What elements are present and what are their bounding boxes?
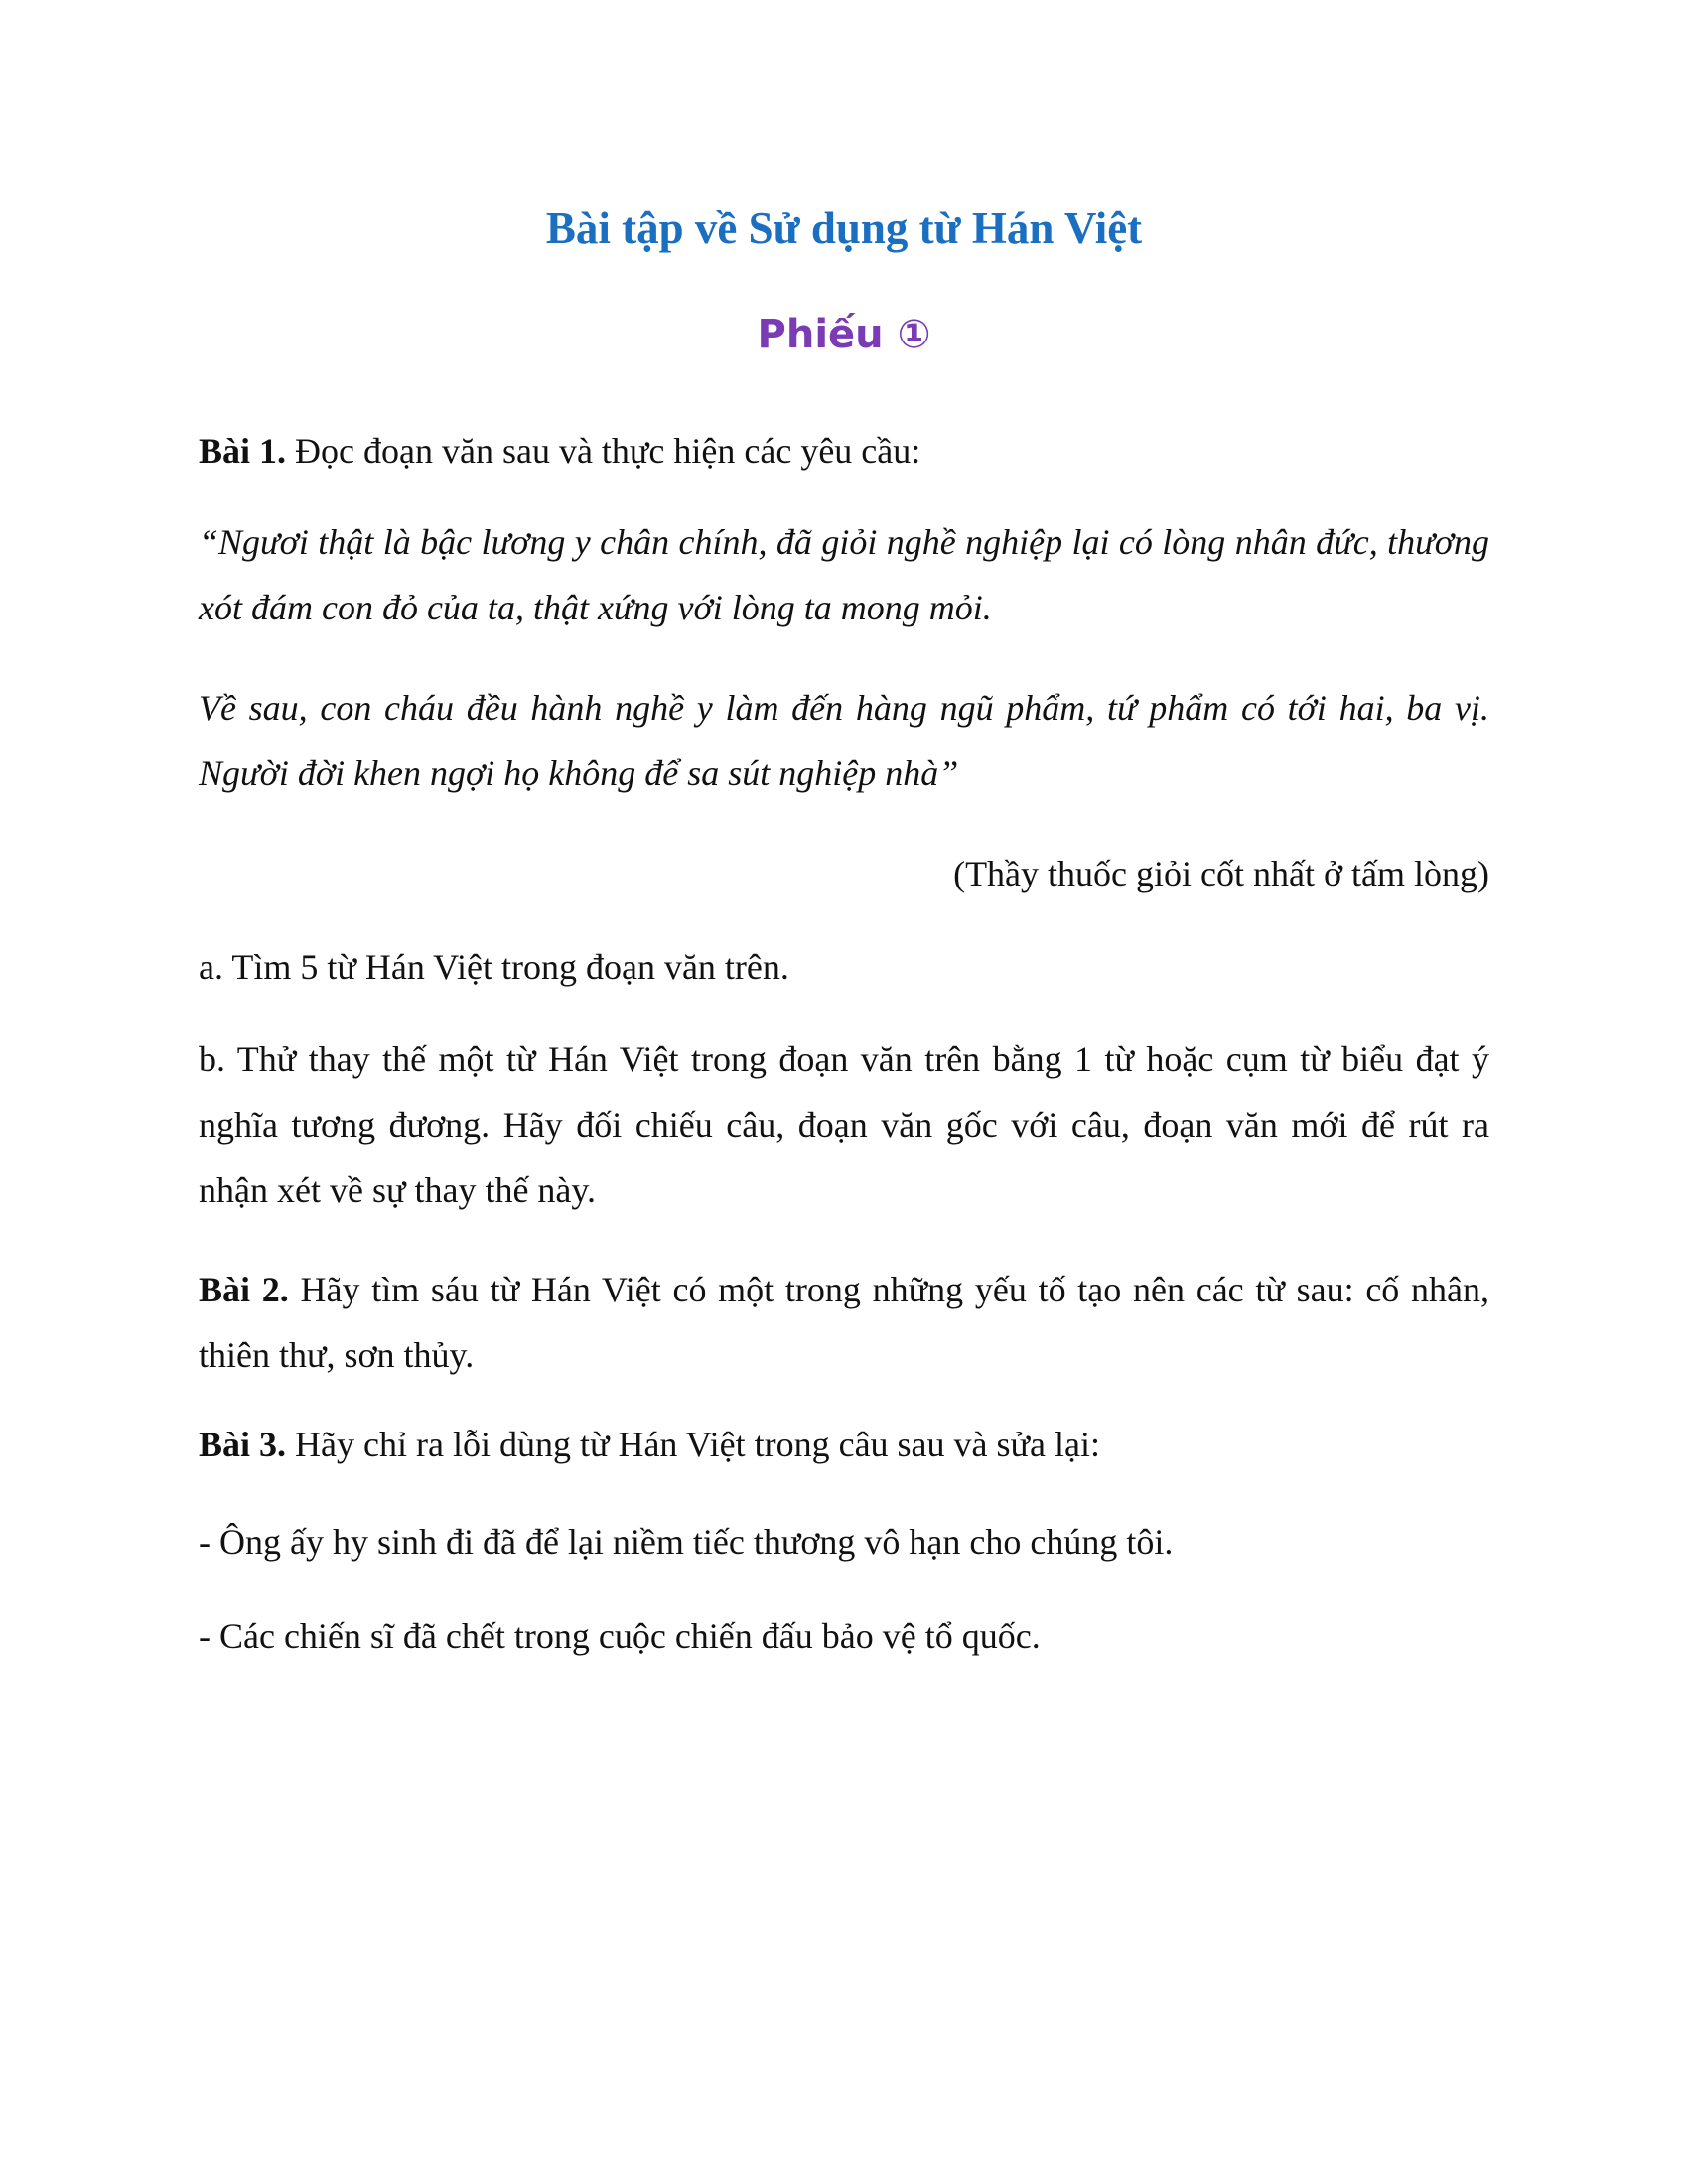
quote-source: (Thầy thuốc giỏi cốt nhất ở tấm lòng): [953, 854, 1489, 893]
exercise-2: [199, 1257, 1489, 1388]
quote-paragraph-2: Về sau, con cháu đều hành nghề y làm đến hàng ngũ phẩm, tứ phẩm có tới hai, ba vị. Người đời khen ngợi họ không để sa sút nghiệp nhà”: [199, 688, 1489, 793]
exercise-3-sentence-1: - Ông ấy hy sinh đi đã để lại niềm tiếc thương vô hạn cho chúng tôi.: [199, 1522, 1174, 1562]
question-b: b. Thử thay thế một từ Hán Việt trong đoạn văn trên bằng 1 từ hoặc cụm từ biểu đạt ý nghĩa tương đương. Hãy đối chiếu câu, đoạn văn gốc với câu, đoạn văn mới để rút ra nhận xét về sự thay thế này.: [199, 1039, 1489, 1210]
exercise-1-prompt: [199, 418, 1489, 483]
exercise-3: [199, 1412, 1489, 1477]
exercise-3-text: Hãy chỉ ra lỗi dùng từ Hán Việt trong câu sau và sửa lại:: [295, 1425, 1100, 1464]
exercise-3-label: Bài 3.: [199, 1425, 287, 1464]
question-a: a. Tìm 5 từ Hán Việt trong đoạn văn trên.: [199, 947, 789, 987]
document-title: Bài tập về Sử dụng từ Hán Việt: [545, 204, 1143, 253]
exercise-2-text: Hãy tìm sáu từ Hán Việt có một trong những yếu tố tạo nên các từ sau: cố nhân, thiên thư, sơn thủy.: [199, 1270, 1490, 1375]
worksheet-subtitle: Phiếu ①: [757, 312, 931, 357]
exercise-1-instruction: Đọc đoạn văn sau và thực hiện các yêu cầu:: [295, 431, 921, 471]
exercise-2-label: Bài 2.: [199, 1270, 289, 1309]
exercise-3-sentence-2: - Các chiến sĩ đã chết trong cuộc chiến đấu bảo vệ tổ quốc.: [199, 1616, 1041, 1656]
quote-paragraph-1: “Ngươi thật là bậc lương y chân chính, đã giỏi nghề nghiệp lại có lòng nhân đức, thương xót đám con đỏ của ta, thật xứng với lòng ta mong mỏi.: [199, 522, 1489, 627]
exercise-1-label: Bài 1.: [199, 431, 287, 471]
